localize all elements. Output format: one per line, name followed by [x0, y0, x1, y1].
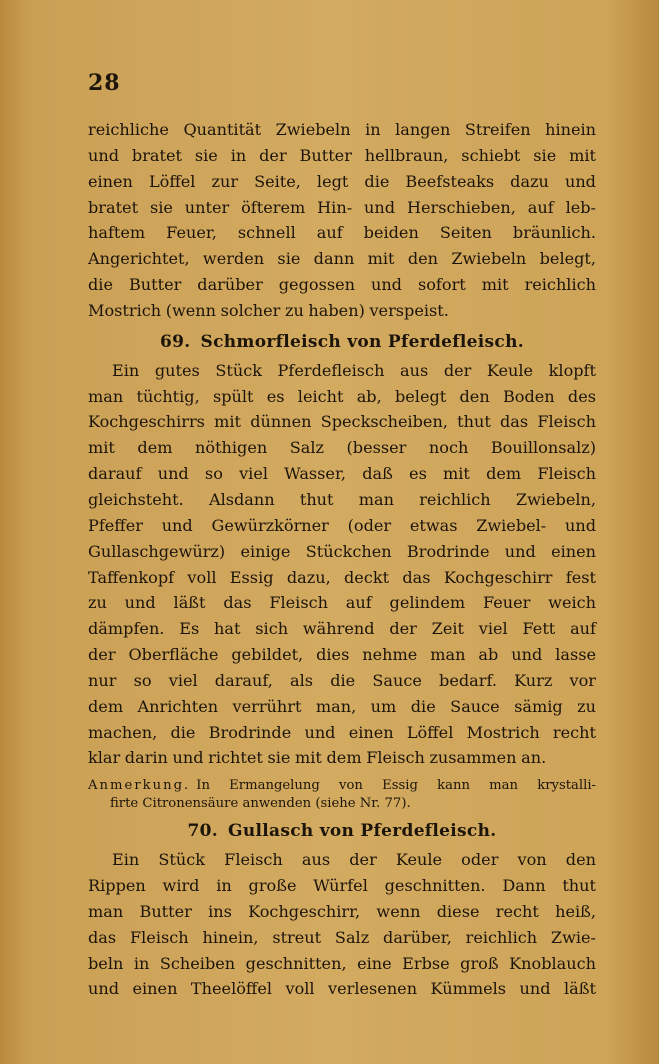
note-line [88, 777, 596, 795]
recipe-body-69 [88, 358, 596, 772]
note-line: firte Citronensäure anwenden (siehe Nr. 77). [110, 796, 411, 812]
text-line: Ein Stück Fleisch aus der Keule oder von den [112, 850, 596, 870]
text-line: und bratet sie in der Butter hellbraun, schiebt sie mit [88, 145, 596, 165]
text-line: Mostrich (wenn solcher zu haben) verspeist. [88, 300, 449, 320]
text-line: Gullaschgewürz) einige Stückchen Brodrinde und einen [88, 541, 596, 561]
text-line: man Butter ins Kochgeschirr, wenn diese recht heiß, [88, 901, 596, 921]
text-line: dämpfen. Es hat sich während der Zeit viel Fett auf [88, 619, 596, 639]
text-line: und einen Theelöffel voll verlesenen Kümmels und läßt [88, 979, 596, 999]
note-text: In Ermangelung von Essig kann man krystalli- [196, 778, 596, 794]
recipe-title: Schmorfleisch von Pferdefleisch. [200, 331, 524, 352]
text-line: reichliche Quantität Zwiebeln in langen Streifen hinein [88, 120, 596, 139]
page-content [88, 117, 596, 1002]
text-line: Ein gutes Stück Pferdefleisch aus der Keule klopft [112, 360, 596, 380]
recipe-heading-70 [88, 819, 596, 843]
text-line: klar darin und richtet sie mit dem Fleisch zusammen an. [88, 748, 547, 768]
text-line: gleichsteht. Alsdann thut man reichlich Zwiebeln, [88, 489, 596, 509]
note-label: Anmerkung. [88, 778, 191, 794]
text-line: die Butter darüber gegossen und sofort mit reichlich [88, 275, 596, 295]
text-line: zu und läßt das Fleisch auf gelindem Feuer weich [88, 593, 596, 613]
text-line: machen, die Brodrinde und einen Löffel Mostrich recht [88, 722, 596, 742]
text-line: Rippen wird in große Würfel geschnitten. Dann thut [88, 876, 596, 896]
text-line: beln in Scheiben geschnitten, eine Erbse groß Knoblauch [88, 953, 596, 973]
text-line: der Oberfläche gebildet, dies nehme man ab und lasse [88, 645, 596, 665]
text-line: Taffenkopf voll Essig dazu, deckt das Kochgeschirr fest [88, 567, 596, 587]
text-line: einen Löffel zur Seite, legt die Beefsteaks dazu und [88, 171, 596, 191]
text-line: mit dem nöthigen Salz (besser noch Bouillonsalz) [88, 438, 596, 458]
text-line: Angerichtet, werden sie dann mit den Zwiebeln belegt, [88, 249, 596, 269]
paragraph-continuation [88, 117, 596, 324]
text-line: nur so viel darauf, als die Sauce bedarf. Kurz vor [88, 670, 596, 690]
text-line: Kochgeschirrs mit dünnen Speckscheiben, thut das Fleisch [88, 412, 596, 432]
text-line: man tüchtig, spült es leicht ab, belegt den Boden des [88, 386, 596, 406]
text-line: bratet sie unter öfterem Hin- und Herschieben, auf leb- [88, 197, 596, 217]
text-line: haftem Feuer, schnell auf beiden Seiten bräunlich. [88, 223, 596, 243]
recipe-note-69 [88, 777, 596, 813]
page-number: 28 [88, 70, 121, 96]
text-line: das Fleisch hinein, streut Salz darüber, reichlich Zwie- [88, 927, 596, 947]
recipe-number: 70. [187, 821, 219, 842]
recipe-number: 69. [160, 331, 191, 352]
text-line: Pfeffer und Gewürzkörner (oder etwas Zwiebel- und [88, 515, 596, 535]
recipe-title: Gullasch von Pferdefleisch. [228, 821, 497, 842]
recipe-body-70 [88, 847, 596, 1002]
text-line: dem Anrichten verrührt man, um die Sauce sämig zu [88, 696, 596, 716]
recipe-heading-69 [88, 330, 596, 354]
text-line: darauf und so viel Wasser, daß es mit dem Fleisch [88, 464, 596, 484]
